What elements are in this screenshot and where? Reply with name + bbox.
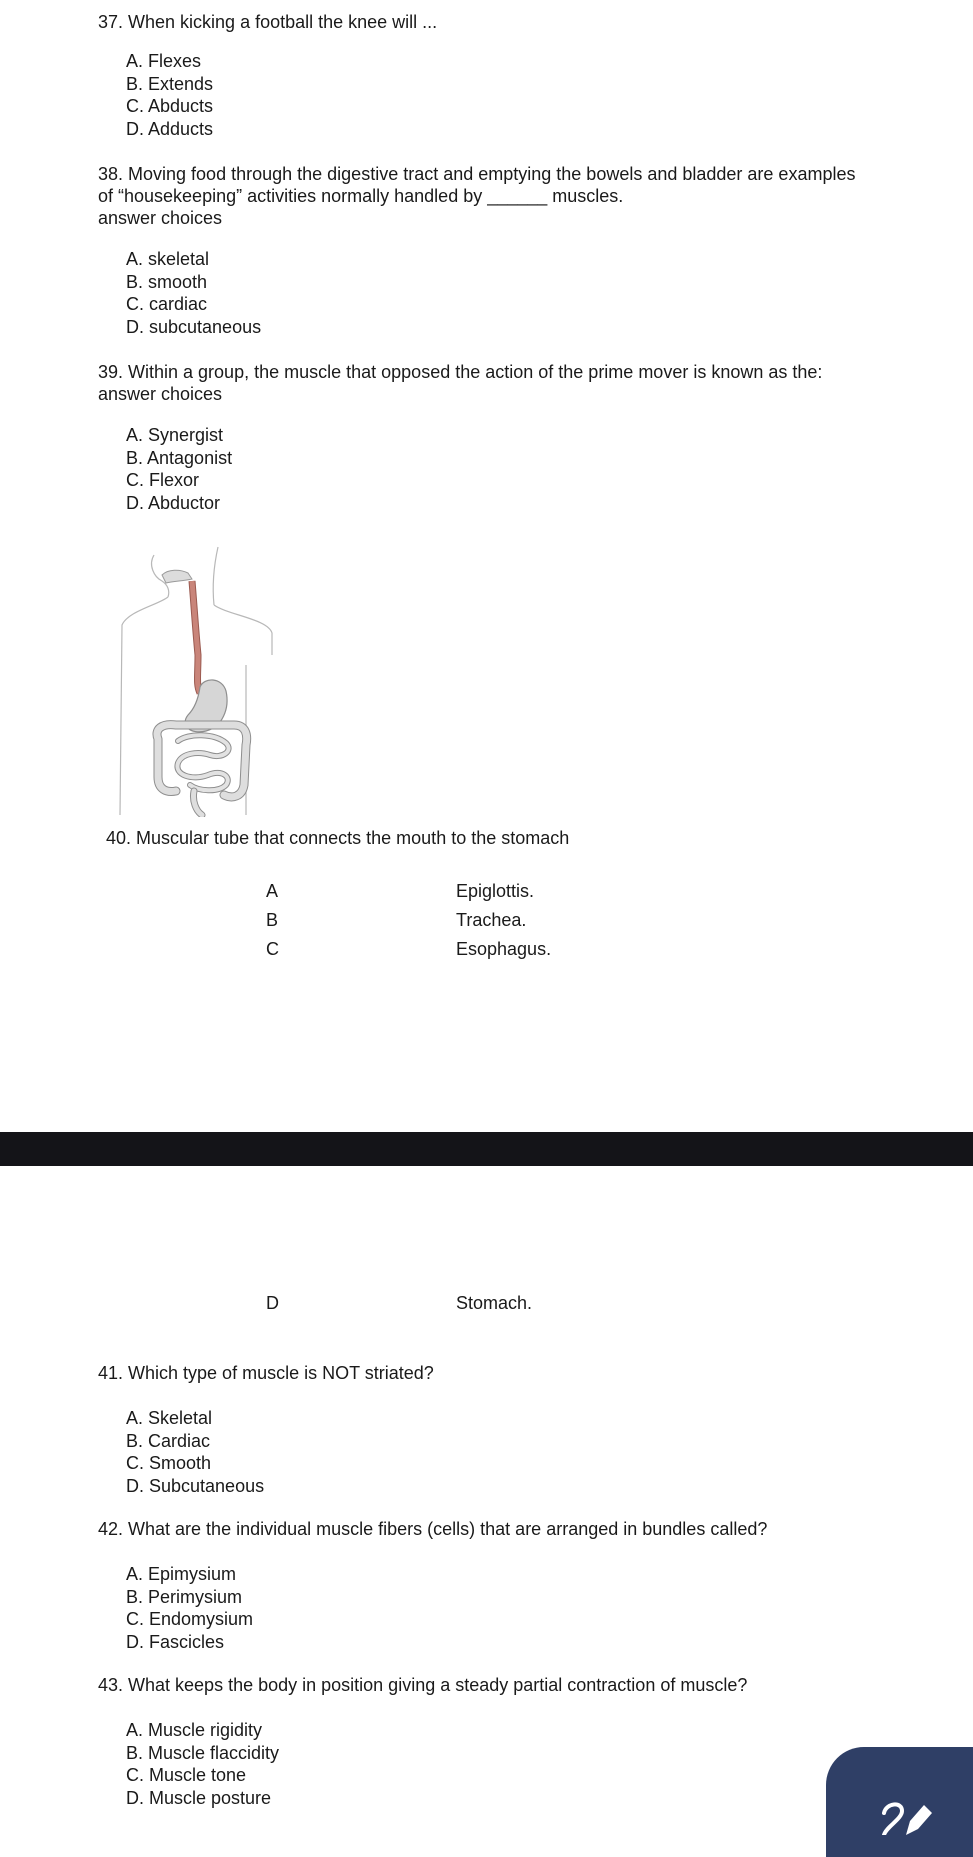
option[interactable]: A. Epimysium [126, 1564, 237, 1584]
question-38-options [126, 248, 261, 338]
option[interactable]: B. smooth [126, 271, 208, 292]
question-42-options [126, 1563, 253, 1653]
match-letter: C [266, 939, 279, 959]
question-41-text: 41. Which type of muscle is NOT striated? [98, 1363, 434, 1383]
question-43-text: 43. What keeps the body in position giving a steady partial contraction of muscle? [98, 1675, 748, 1695]
option[interactable]: C. Abducts [126, 96, 214, 116]
option[interactable]: A. skeletal [126, 249, 210, 269]
option[interactable]: D. Subcutaneous [126, 1475, 265, 1496]
option[interactable]: D. subcutaneous [126, 316, 262, 337]
match-answer[interactable]: Epiglottis. [456, 881, 535, 901]
question-42-text: 42. What are the individual muscle fibers (cells) that are arranged in bundles called? [98, 1519, 768, 1539]
option[interactable]: D. Fascicles [126, 1631, 225, 1652]
question-38-line-2: of “housekeeping” activities normally handled by ______ muscles. [98, 186, 624, 206]
question-43-options [126, 1719, 279, 1809]
option[interactable]: C. cardiac [126, 294, 208, 314]
option[interactable]: D. Abductor [126, 492, 221, 513]
question-38-line-1: 38. Moving food through the digestive tract and emptying the bowels and bladder are examples [98, 164, 856, 184]
question-39-text [98, 361, 822, 405]
match-letter: D [266, 1293, 279, 1313]
option[interactable]: C. Muscle tone [126, 1765, 247, 1785]
edit-fab-button[interactable] [826, 1747, 973, 1857]
option[interactable]: A. Synergist [126, 425, 224, 445]
option[interactable]: B. Perimysium [126, 1586, 243, 1607]
option[interactable]: B. Extends [126, 73, 214, 94]
match-answer[interactable]: Trachea. [456, 910, 527, 930]
option[interactable]: A. Flexes [126, 51, 202, 71]
option[interactable]: D. Muscle posture [126, 1787, 272, 1808]
digestive-system-diagram [118, 545, 278, 822]
question-41-options [126, 1407, 264, 1497]
option[interactable]: A. Skeletal [126, 1408, 213, 1428]
question-40-text: 40. Muscular tube that connects the mouth to the stomach [106, 828, 570, 848]
option[interactable]: C. Flexor [126, 470, 200, 490]
match-letter: A [266, 881, 279, 901]
question-39-options [126, 424, 232, 514]
option[interactable]: A. Muscle rigidity [126, 1720, 263, 1740]
option[interactable]: C. Smooth [126, 1453, 212, 1473]
option[interactable]: B. Antagonist [126, 447, 233, 468]
match-letter: B [266, 910, 279, 930]
option[interactable]: B. Cardiac [126, 1430, 211, 1451]
option[interactable]: C. Endomysium [126, 1609, 254, 1629]
match-answer[interactable]: Esophagus. [456, 939, 552, 959]
answer-choices-label: answer choices [98, 384, 223, 404]
answer-choices-label: answer choices [98, 208, 223, 228]
match-answer[interactable]: Stomach. [456, 1293, 533, 1313]
edit-pencil-icon [876, 1795, 936, 1835]
question-37-options [126, 50, 213, 140]
page-separator [0, 1132, 973, 1166]
option[interactable]: D. Adducts [126, 118, 214, 139]
question-38-text [98, 163, 855, 229]
option[interactable]: B. Muscle flaccidity [126, 1742, 280, 1763]
question-39-line: 39. Within a group, the muscle that opposed the action of the prime mover is known as the: [98, 362, 823, 382]
question-37-text: 37. When kicking a football the knee will ... [98, 12, 438, 32]
digestive-system-icon [118, 545, 278, 817]
